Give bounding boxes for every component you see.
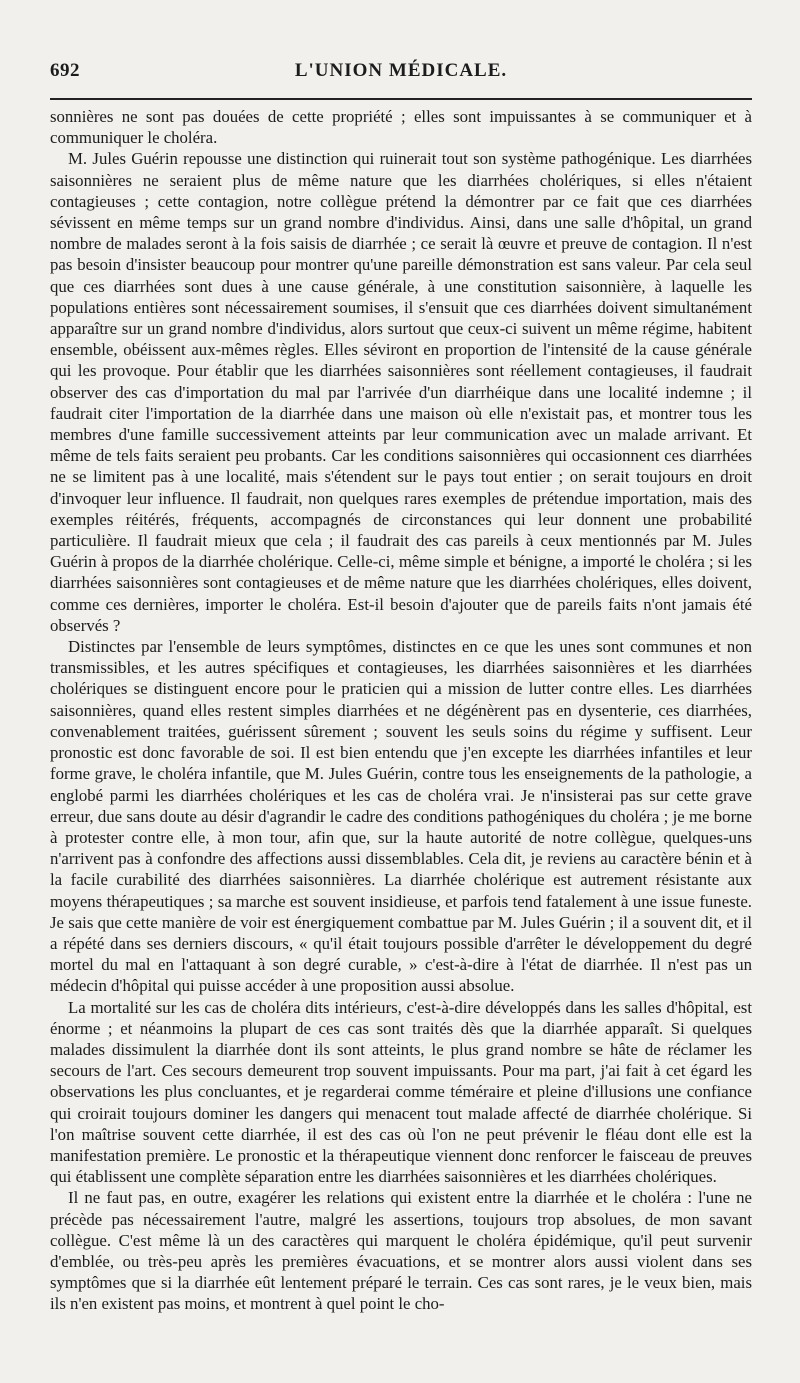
article-body <box>50 106 752 1315</box>
paragraph: Distinctes par l'ensemble de leurs symptômes, distinctes en ce que les unes sont communes et non transmissibles, et les autres spécifiques et contagieuses, les diarrhées saisonnières et les diarrhées cholériques se distinguent encore pour le praticien qui a mission de lutter contre elles. Les diarrhées saisonnières, quand elles restent simples diarrhées et ne dégénèrent pas en dysenterie, ces diarrhées, convenablement traitées, guérissent sûrement ; souvent les seuls soins du régime y suffisent. Leur pronostic est donc favorable de soi. Il est bien entendu que j'en excepte les diarrhées infantiles et leur forme grave, le choléra infantile, que M. Jules Guérin, contre tous les enseignements de la pathologie, a englobé parmi les diarrhées cholériques et les cas de choléra vrai. Je n'insisterai pas sur cette grave erreur, due sans doute au désir d'agrandir le cadre des conditions pathogéniques du choléra ; je me borne à protester contre elle, à mon tour, afin que, sur la haute autorité de notre collègue, quelques-uns n'arrivent pas à confondre des affections aussi dissemblables. Cela dit, je reviens au caractère bénin et à la facile curabilité des diarrhées saisonnières. La diarrhée cholérique est autrement résistante aux moyens thérapeutiques ; sa marche est souvent insidieuse, et parfois tend fatalement à une issue funeste. Je sais que cette manière de voir est énergiquement combattue par M. Jules Guérin ; il a souvent dit, et il a répété dans ses derniers discours, « qu'il était toujours possible d'arrêter le développement du degré mortel du mal en l'attaquant à son degré curable, » c'est-à-dire à l'état de diarrhée. Il n'est pas un médecin d'hôpital qui puisse accéder à une proposition aussi absolue. <box>50 637 752 996</box>
page-number: 692 <box>50 60 80 81</box>
journal-title: L'UNION MÉDICALE. <box>294 60 508 81</box>
header-rule <box>50 98 752 100</box>
paragraph-continuation: sonnières ne sont pas douées de cette propriété ; elles sont impuissantes à se communiquer et à communiquer le choléra. <box>50 107 752 148</box>
paragraph: La mortalité sur les cas de choléra dits intérieurs, c'est-à-dire développés dans les salles d'hôpital, est énorme ; et néanmoins la plupart de ces cas sont traités dès que la diarrhée apparaît. Si quelques malades dissimulent la diarrhée dont ils sont atteints, le plus grand nombre se hâte de réclamer les secours de l'art. Ces secours demeurent trop souvent impuissants. Pour ma part, j'ai fait à cet égard les observations les plus concluantes, et je regarderai comme téméraire et pleine d'illusions une confiance qui croirait toujours dominer les dangers qui menacent tout malade affecté de diarrhée cholérique. Si l'on maîtrise souvent cette diarrhée, il est des cas où l'on ne peut prévenir le fléau dont elle est la manifestation première. Le pronostic et la thérapeutique viennent donc renforcer le faisceau de preuves qui établissent une complète séparation entre les diarrhées saisonnières et les diarrhées cholériques. <box>50 997 752 1187</box>
paragraph: Il ne faut pas, en outre, exagérer les relations qui existent entre la diarrhée et le choléra : l'une ne précède pas nécessairement l'autre, malgré les assertions, toujours trop absolues, de mon savant collègue. C'est même là un des caractères qui marquent le choléra épidémique, qu'il peut survenir d'emblée, ou très-peu après les premières évacuations, et se montrer alors aussi violent dans ses symptômes que si la diarrhée eût lentement préparé le terrain. Ces cas sont rares, je le veux bien, mais ils n'en existent pas moins, et montrent à quel point le cho- <box>50 1188 752 1314</box>
paragraph: M. Jules Guérin repousse une distinction qui ruinerait tout son système pathogénique. Les diarrhées saisonnières ne seraient plus de même nature que les diarrhées cholériques, si elles n'étaient contagieuses ; cette contagion, notre collègue prétend la démontrer par ce fait que ces diarrhées sévissent en même temps sur un grand nombre d'individus. Ainsi, dans une salle d'hôpital, un grand nombre de malades seront à la fois saisis de diarrhée ; ce serait là œuvre et preuve de contagion. Il n'est pas besoin d'insister beaucoup pour montrer qu'une pareille démonstration est sans valeur. Par cela seul que ces diarrhées sont dues à une cause générale, à une constitution saisonnière, à laquelle les populations entières sont nécessairement soumises, il s'ensuit que ces diarrhées doivent simultanément apparaître sur un grand nombre d'individus, alors surtout que ceux-ci suivent un même régime, habitent ensemble, obéissent aux-mêmes règles. Elles séviront en proportion de l'intensité de la cause générale qui les provoque. Pour établir que les diarrhées saisonnières sont réellement contagieuses, il faudrait observer des cas d'importation du mal par l'arrivée d'un diarrhéique dans une localité indemne ; il faudrait citer l'importation de la diarrhée dans une maison où elle n'existait pas, et montrer tous les membres d'une famille successivement atteints par leur communication avec un malade arrivant. Et même de tels faits seraient peu probants. Car les conditions saisonnières qui occasionnent ces diarrhées ne se limitent pas à une localité, mais s'étendent sur le pays tout entier ; on serait toujours en droit d'invoquer leur influence. Il faudrait, non quelques rares exemples de prétendue importation, mais des exemples réitérés, fréquents, accompagnés de circonstances qui leur donnent une probabilité particulière. Il faudrait mieux que cela ; il faudrait des cas pareils à ceux mentionnés par M. Jules Guérin à propos de la diarrhée cholérique. Celle-ci, même simple et bénigne, a importé le choléra ; si les diarrhées saisonnières sont contagieuses et de même nature que les diarrhées cholériques, elles doivent, comme ces dernières, importer le choléra. Est-il besoin d'ajouter que de pareils faits n'ont jamais été observés ? <box>50 149 752 635</box>
running-head <box>50 60 752 86</box>
